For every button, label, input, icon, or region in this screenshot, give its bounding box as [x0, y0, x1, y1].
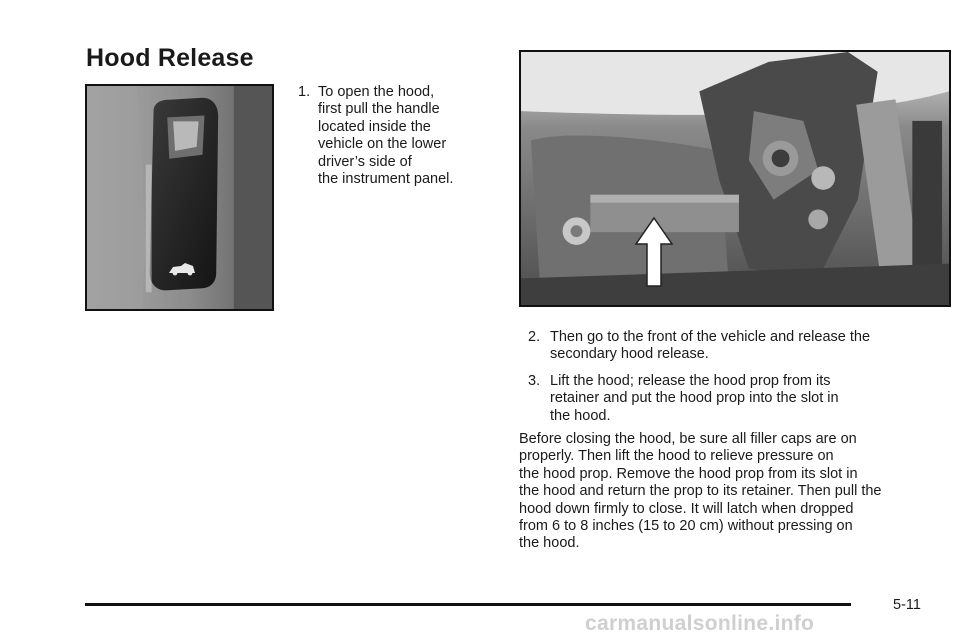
footer-rule [85, 603, 851, 606]
watermark: carmanualsonline.info [585, 612, 815, 635]
step-text: To open the hood, first pull the handle located inside the vehicle on the lower driver’s side of the instrument panel. [318, 84, 454, 188]
page-title: Hood Release [86, 44, 254, 72]
step-3 [528, 373, 938, 425]
steps-list [528, 329, 938, 434]
step-2 [528, 329, 938, 364]
step-number: 3. [528, 372, 541, 389]
closing-instructions: Before closing the hood, be sure all filler caps are on properly. Then lift the hood to relieve pressure on the hood prop. Remove the hood prop from its slot in the hood and return the prop to its retainer. Then pull the hood down firmly to close. It will latch when dropped from 6 to 8 inches (15 to 20 cm) without pressing on the hood. [519, 431, 882, 552]
step-number: 1. [298, 84, 311, 100]
car-hood-icon [167, 262, 197, 276]
up-arrow-icon [634, 216, 674, 288]
hood-latch-photo [519, 50, 951, 307]
step-number: 2. [528, 329, 541, 345]
hood-release-handle-photo [85, 84, 274, 311]
step-1 [298, 84, 508, 188]
page-number: 5-11 [893, 597, 921, 613]
step-text: Then go to the front of the vehicle and release the secondary hood release. [550, 329, 871, 363]
step-text: Lift the hood; release the hood prop from its retainer and put the hood prop into the slot in the hood. [550, 372, 839, 424]
